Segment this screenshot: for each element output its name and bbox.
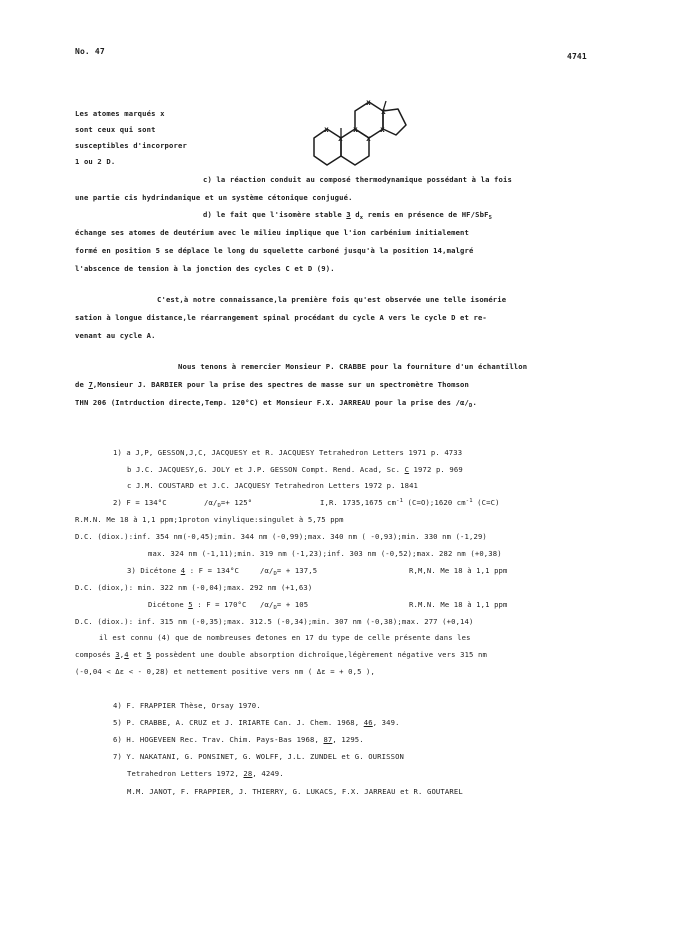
ref-2-cd-1: D.C. (diox.):inf. 354 nm(-0,45);min. 344 nm (-0,99);max. 340 nm ( -0,93);min. 330 nm (-1,29) [75, 532, 487, 541]
caption-line-4: 1 ou 2 D. [75, 157, 116, 166]
ref-3b-cd: D.C. (diox.): inf. 315 nm (-0,35);max. 312.5 (-0,34);min. 307 nm (-0,38);max. 277 (+0,14) [75, 617, 474, 626]
caption-line-2: sont ceux qui sont [75, 125, 156, 134]
ref-2-melting-point: 2) F = 134°C [113, 498, 167, 507]
marker-x-1: x [353, 125, 358, 134]
known-line-1: il est connu (4) que de nombreuses đetones en 17 du type de celle présente dans les [99, 633, 471, 642]
known-line-3: (-0,04 < Δε < - 0,28) et nettement positive vers nm ( Δε = + 0,5 ), [75, 667, 375, 676]
para-2-line-2: sation à longue distance,le réarrangement spinal procédant du cycle A vers le cycle D et re- [75, 313, 487, 322]
steroid-skeleton-structure [312, 98, 480, 178]
ref-4: 4) F. FRAPPIER Thèse, Orsay 1970. [113, 701, 261, 710]
para-2-line-3: venant au cycle A. [75, 331, 156, 340]
para-c-line-2: une partie cis hydrindanique et un système cétonique conjugué. [75, 193, 353, 202]
para-d-line-4: l'abscence de tension à la jonction des cycles C et D (9). [75, 264, 335, 273]
ref-2-cd-2: max. 324 nm (-1,11);min. 319 nm (-1,23);inf. 303 nm (-0,52);max. 282 nm (+0,38) [148, 549, 502, 558]
caption-line-1: Les atomes marqués x [75, 109, 165, 118]
ref-2-rotation: $/\alpha/_D=+ 125^\circ$ [204, 498, 253, 509]
ref-7c: M.M. JANOT, F. FRAPPIER, J. THIERRY, G. LUKACS, F.X. JARREAU et R. GOUTAREL [127, 787, 463, 796]
para-d-line-1: d) le fait que l'isomère stable 3 $d_x$ remis en présence de HF/SbF$_5$ [203, 210, 493, 221]
ref-2-ir: I,R. 1735,1675 $cm^{-1}$ (C=O);1620 $cm^{-1}$ (C=C) [320, 498, 500, 507]
marker-x-3: x [366, 134, 371, 143]
ref-5: 5) P. CRABBE, A. CRUZ et J. IRIARTE Can. J. Chem. 1968, 46, 349. [113, 718, 400, 727]
para-d-line-2: échange ses atomes de deutérium avec le milieu implique que l'ion carbénium initialement [75, 228, 469, 237]
ref-1b: b J.C. JACQUESY,G. JOLY et J.P. GESSON Compt. Rend. Acad, Sc. C 1972 p. 969 [127, 465, 463, 474]
ref-7a: 7) Y. NAKATANI, G. PONSINET, G. WOLFF, J.L. ZUNDEL et G. OURISSON [113, 752, 405, 761]
ref-3-rmn: R,M,N. Me 18 à 1,1 ppm [409, 566, 508, 575]
ref-1c: c J.M. COUSTARD et J.C. JACQUESY Tetrahedron Letters 1972 p. 1841 [127, 481, 419, 490]
ref-7b: Tetrahedron Letters 1972, 28, 4249. [127, 769, 284, 778]
ref-1a: 1) a J,P, GESSON,J,C, JACQUESY et R. JACQUESY Tetrahedron Letters 1971 p. 4733 [113, 448, 463, 457]
marker-x-5: x [381, 107, 386, 116]
para-d-line-3: formé en position 5 se déplace le long du squelette carboné jusqu'à la position 14,malgré [75, 246, 474, 255]
marker-x-2: x [366, 98, 371, 107]
page-number: 4741 [567, 52, 587, 61]
issue-number: No. 47 [75, 47, 105, 56]
ref-3-cd: D.C. (diox,): min. 322 nm (-0,04);max. 292 nm (+1,63) [75, 583, 313, 592]
para-2-line-1: C'est,à notre connaissance,la première fois qu'est observée une telle isomérie [157, 295, 507, 304]
ref-3-diketone-5: Dicétone 5 : F = 170°C [148, 600, 247, 609]
known-line-2: composés 3,4 et 5 possèdent une double absorption dichroïque,légèrement négative vers 315 nm [75, 650, 487, 659]
ref-6: 6) H. HOGEVEEN Rec. Trav. Chim. Pays-Bas 1968, 87, 1295. [113, 735, 364, 744]
caption-line-3: susceptibles d'incorporer [75, 141, 187, 150]
ack-line-1: Nous tenons à remercier Monsieur P. CRABBE pour la fourniture d'un échantillon [178, 362, 528, 371]
ref-3b-rmn: R.M.N. Me 18 à 1,1 ppm [409, 600, 508, 609]
ref-3-diketone-4: 3) Dicétone 4 : F = 134°C [127, 566, 239, 575]
ref-2-rmn: R.M.N. Me 18 à 1,1 ppm;1proton vinyliquе:singulet à 5,75 ppm [75, 515, 344, 524]
para-c-line-1: c) la réaction conduit au composé thermodynamique possédant à la fois [203, 175, 512, 184]
marker-x-4: x [380, 125, 385, 134]
ref-3-rotation: $/\alpha/_D= + 137,5$ [260, 566, 318, 577]
ack-line-2: de 7,Monsieur J. BARBIER pour la prise des spectres de masse sur un spectromètre Thomson [75, 380, 470, 389]
marker-x-7: x [324, 125, 329, 134]
ref-3b-rotation: $/\alpha/_D= + 105$ [260, 600, 309, 611]
marker-x-6: x [338, 134, 343, 143]
ack-line-3: THN 206 (Intrduction directe,Temp. 120°C) et Monsieur F.X. JARREAU pour la prise des $/\alpha/_D$. [75, 398, 477, 409]
